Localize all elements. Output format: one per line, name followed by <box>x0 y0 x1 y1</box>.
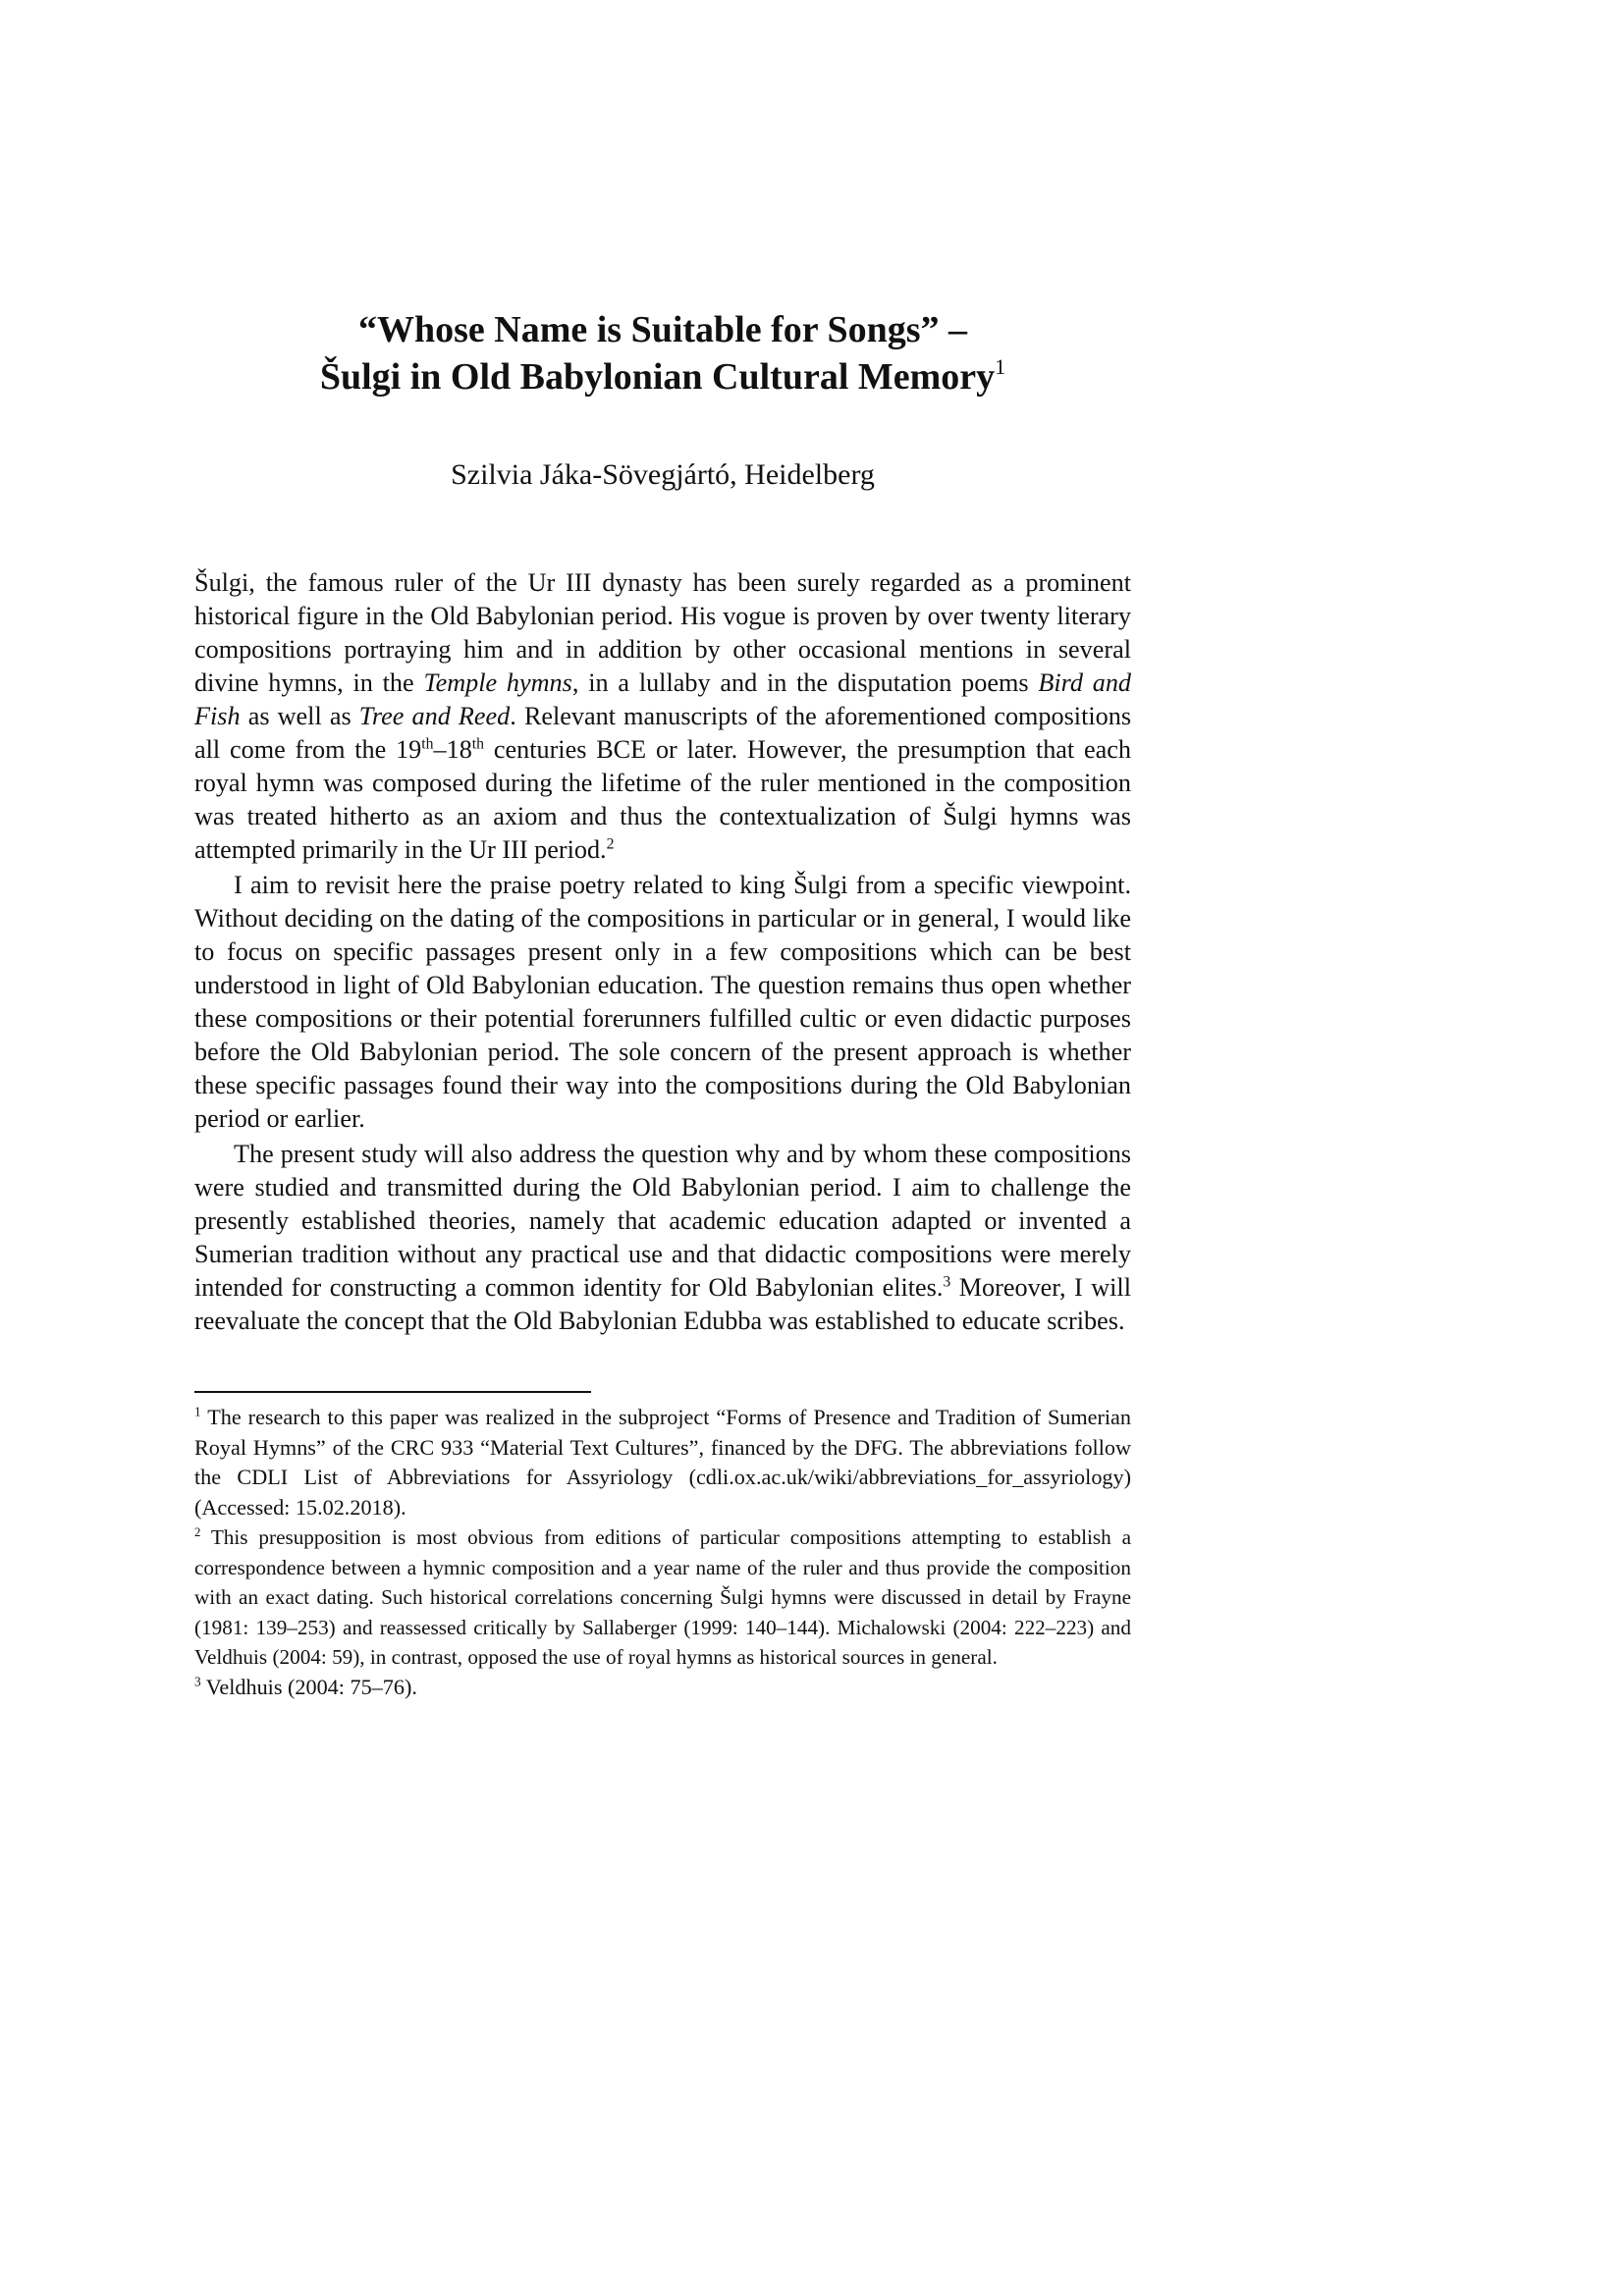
footnote-3 <box>194 1673 1131 1703</box>
article-title <box>194 306 1131 400</box>
paragraph-1-text-f: centuries BCE or later. However, the presumption that each royal hymn was composed during the lifetime of the ruler mentioned in the composition was treated hitherto as an axiom and thus the contextualization of Šulgi hymns was attempted primarily in the Ur III period. <box>194 735 1131 864</box>
footnote-2 <box>194 1522 1131 1673</box>
paragraph-1-text-c: as well as <box>240 702 359 730</box>
author-line: Szilvia Jáka-Sövegjártó, Heidelberg <box>451 458 875 491</box>
footnote-ref-3: 3 <box>943 1273 951 1291</box>
paragraph-3-text-a: The present study will also address the question why and by whom these compositions were studied and transmitted during the Old Babylonian period. I aim to challenge the presently established theories, namely that academic education adapted or invented a Sumerian tradition without any practical use and that didactic compositions were merely intended for constructing a common identity for Old Babylonian elites. <box>194 1140 1131 1302</box>
footnote-3-mark: 3 <box>194 1674 201 1689</box>
footnote-2-text: This presupposition is most obvious from editions of particular compositions attempting to establish a correspondence between a hymnic composition and a year name of the ruler and thus provide the composition with an exact dating. Such historical correlations concerning Šulgi hymns were discussed in detail by Frayne (1981: 139–253) and reassessed critically by Sallaberger (1999: 140–144). Michalowski (2004: 222–223) and Veldhuis (2004: 59), in contrast, opposed the use of royal hymns as historical sources in general. <box>194 1525 1131 1669</box>
title-footnote-mark: 1 <box>995 354 1006 379</box>
superscript-th-2: th <box>471 735 485 753</box>
title-tree-and-reed: Tree and Reed <box>358 702 511 730</box>
footnote-1-text: The research to this paper was realized in the subproject “Forms of Presence and Tradition of Sumerian Royal Hymns” of the CRC 933 “Material Text Cultures”, financed by the DFG. The abbreviations follow the CDLI List of Abbreviations for Assyriology (cdli.ox.ac.uk/wiki/abbreviations_for_assyriology) (Accessed: 15.02.2018). <box>194 1405 1131 1520</box>
title-line-2-text: Šulgi in Old Babylonian Cultural Memory <box>319 356 996 398</box>
paragraph-1-text-d: . Relevant manuscripts of the aforementioned compositions all come from the 19 <box>194 702 1132 764</box>
title-bird-and-fish: Bird and Fish <box>194 668 1132 730</box>
paragraph-2: I aim to revisit here the praise poetry related to king Šulgi from a specific viewpoint. Without deciding on the dating of the compositions in particular or in general, I would like to focus on specific passages present only in a few compositions which can be best understood in light of Old Babylonian education. The question remains thus open whether these compositions or their potential forerunners fulfilled cultic or even didactic purposes before the Old Babylonian period. The sole concern of the present approach is whether these specific passages found their way into the compositions during the Old Babylonian period or earlier. <box>194 871 1131 1133</box>
paragraph-1-text-b: , in a lullaby and in the disputation poems <box>571 668 1039 697</box>
article-body <box>194 566 1131 1338</box>
title-line-2 <box>194 353 1131 400</box>
superscript-th-1: th <box>421 735 434 753</box>
paragraph-1 <box>194 566 1131 867</box>
footnote-divider <box>194 1391 591 1393</box>
footnote-3-text: Veldhuis (2004: 75–76). <box>200 1674 417 1699</box>
title-temple-hymns: Temple hymns <box>423 668 572 697</box>
footnote-1 <box>194 1403 1131 1522</box>
title-line-1: “Whose Name is Suitable for Songs” – <box>357 309 968 350</box>
paragraph-3-text-b: Moreover, I will reevaluate the concept that the Old Babylonian Edubba was established to educate scribes. <box>194 1273 1131 1335</box>
paragraph-1-text-e: –18 <box>433 735 472 764</box>
footnote-2-mark: 2 <box>194 1524 201 1539</box>
paragraph-1-text-a: Šulgi, the famous ruler of the Ur III dynasty has been surely regarded as a prominent historical figure in the Old Babylonian period. His vogue is proven by over twenty literary compositions portraying him and in addition by other occasional mentions in several divine hymns, in the <box>194 568 1131 697</box>
footnote-ref-2: 2 <box>606 835 615 853</box>
footnote-1-mark: 1 <box>194 1404 201 1419</box>
footnotes <box>194 1403 1131 1702</box>
paragraph-3 <box>194 1138 1131 1338</box>
